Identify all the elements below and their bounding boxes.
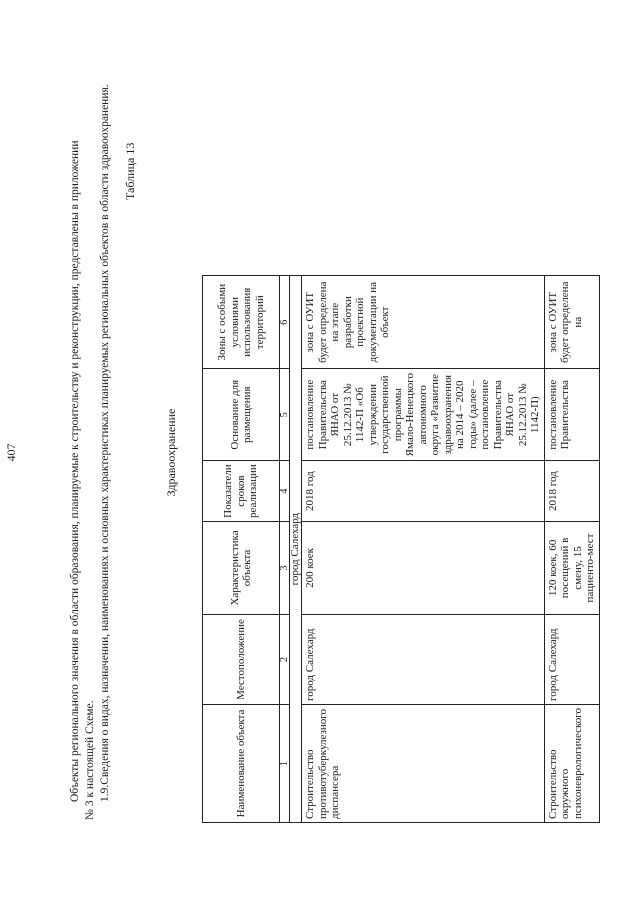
- column-number: 6: [280, 276, 290, 369]
- zones-cell: зона с ОУИТ будет определена на: [544, 276, 599, 369]
- table-label: Таблица 13: [123, 142, 137, 200]
- column-number: 1: [280, 704, 290, 822]
- intro-paragraph-2: 1.9.Сведения о видах, назначении, наименованиях и основных характеристиках планируемых региональных объектов в области здравоохранения.: [99, 84, 111, 802]
- header-cell: Характеристика объекта: [203, 521, 280, 614]
- column-number: 2: [280, 614, 290, 704]
- basis-cell: постановление Правительства ЯНАО от 25.12.2013 № 1142-П «Об утверждении государственной программы Ямало-Ненецкого автономного округа «Развитие здравоохранения на 2014 – 2020 годы» (далее – постановление Правительства ЯНАО от 25.12.2013 № 1142-П): [302, 369, 545, 461]
- column-number: 3: [280, 521, 290, 614]
- header-cell: Местоположение: [203, 614, 280, 704]
- column-number-row: [280, 276, 290, 823]
- header-cell: Наименование объекта: [203, 704, 280, 822]
- page-number: 407: [4, 443, 18, 462]
- column-number: 4: [280, 461, 290, 522]
- column-number: 5: [280, 369, 290, 461]
- intro-line-1: Объекты регионального значения в области образования, планируемые к строительству и реконструкции, представлены в приложении: [69, 140, 81, 802]
- object-name-cell: Строительство окружного психоневрологического: [544, 704, 599, 822]
- table-row: [302, 276, 545, 823]
- header-cell: Основание для размещения: [203, 369, 280, 461]
- intro-line-2: № 3 к настоящей Схеме.: [84, 700, 96, 820]
- basis-cell: постановление Правительства: [544, 369, 599, 461]
- table-header-row: [203, 276, 280, 823]
- location-cell: город Салехард: [544, 614, 599, 704]
- term-cell: 2018 год: [544, 461, 599, 522]
- header-cell: Зоны с особыми условиями использования территорий: [203, 276, 280, 369]
- location-cell: город Салехард: [302, 614, 545, 704]
- group-row: [290, 276, 302, 823]
- section-title: Здравоохранение: [164, 408, 178, 497]
- term-cell: 2018 год: [302, 461, 545, 522]
- zones-cell: зона с ОУИТ будет определена на этапе разработки проектной документации на объект: [302, 276, 545, 369]
- header-cell: Показатели сроков реализации: [203, 461, 280, 522]
- objects-table: [202, 275, 600, 823]
- characteristic-cell: 120 коек, 60 посещений в смену, 15 пациенто-мест: [544, 521, 599, 614]
- group-label: город Салехард: [290, 276, 302, 823]
- characteristic-cell: 200 коек: [302, 521, 545, 614]
- intro-text: [68, 60, 113, 820]
- table-row: [544, 276, 599, 823]
- object-name-cell: Строительство противотуберкулезного диспансера: [302, 704, 545, 822]
